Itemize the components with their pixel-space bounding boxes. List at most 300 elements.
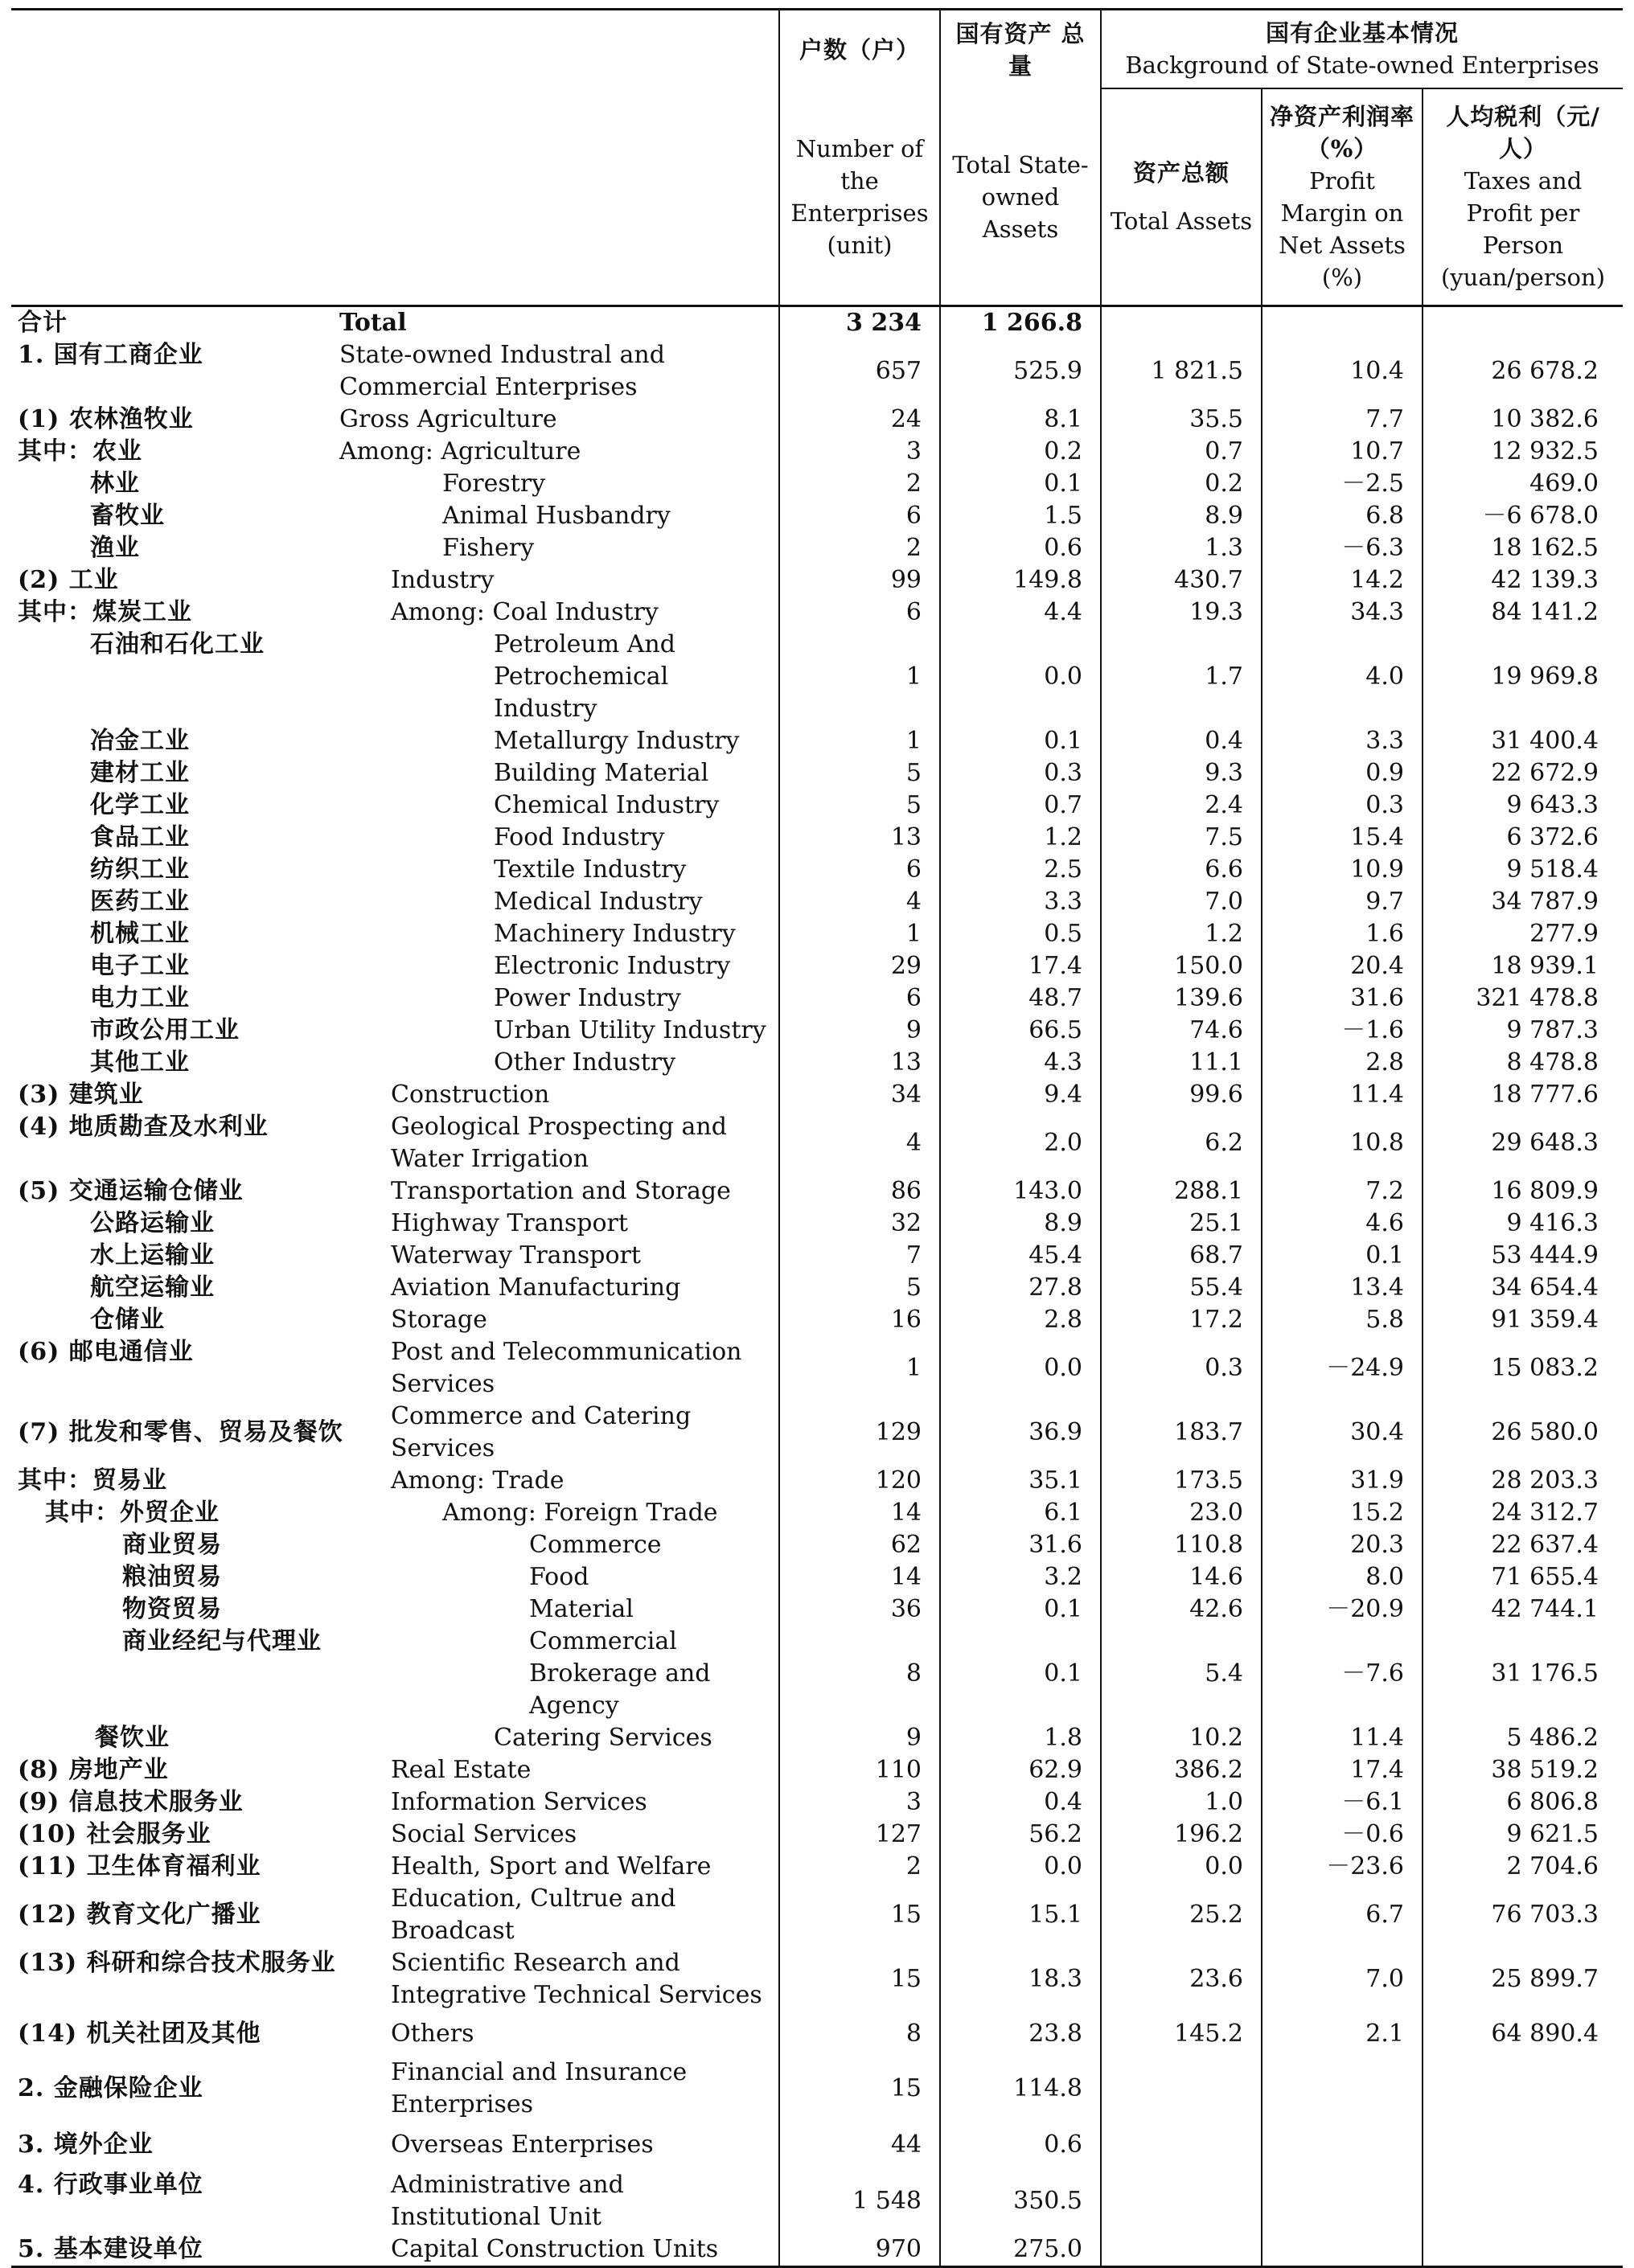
enterprises-count-cell-text: 970 xyxy=(875,2235,922,2263)
total-assets-cell-text: 0.7 xyxy=(1205,437,1243,465)
row-label-zh-text: 医药工业 xyxy=(90,888,190,916)
header-assets-en-text: Total State-owned Assets xyxy=(952,150,1089,243)
row-label-en-text: Commercial Brokerage and Agency xyxy=(529,1627,711,1720)
taxes-profit-cell-text: 28 203.3 xyxy=(1491,1466,1599,1495)
row-label-zh xyxy=(11,1336,333,1401)
row-label-zh-text: 仓储业 xyxy=(90,1306,165,1334)
profit-margin-cell xyxy=(1262,1626,1423,1722)
taxes-profit-cell xyxy=(1423,2012,1623,2057)
header-blank-cell xyxy=(11,10,779,306)
state-assets-cell xyxy=(940,629,1101,725)
row-label-en-text: Health, Sport and Welfare xyxy=(391,1852,712,1880)
taxes-profit-cell xyxy=(1423,306,1623,340)
profit-margin-cell xyxy=(1262,1851,1423,1883)
table-row xyxy=(11,918,1623,950)
taxes-profit-cell xyxy=(1423,1883,1623,1947)
state-assets-cell-text: 8.9 xyxy=(1044,1209,1082,1237)
enterprises-count-cell xyxy=(779,1240,940,1272)
profit-margin-cell xyxy=(1262,532,1423,564)
total-assets-cell-text: 35.5 xyxy=(1189,405,1243,433)
row-label-en-text: Medical Industry xyxy=(494,888,703,916)
row-label-zh-text: (8) 房地产业 xyxy=(18,1756,169,1784)
total-assets-cell xyxy=(1101,1497,1262,1529)
state-assets-cell xyxy=(940,918,1101,950)
total-assets-cell-text: 23.6 xyxy=(1189,1965,1243,1993)
page-content xyxy=(11,8,1623,2268)
profit-margin-cell-text: 7.7 xyxy=(1365,405,1404,433)
total-assets-cell xyxy=(1101,1272,1262,1304)
row-label-en-text: State-owned Industral and Commercial Enterprises xyxy=(339,341,665,401)
row-label-en-text: Post and Telecommunication Services xyxy=(391,1338,742,1398)
total-assets-cell-text: 19.3 xyxy=(1189,598,1243,626)
taxes-profit-cell-text: 42 744.1 xyxy=(1491,1595,1599,1623)
row-label-zh xyxy=(11,757,333,789)
state-assets-cell xyxy=(940,1336,1101,1401)
taxes-profit-cell xyxy=(1423,1304,1623,1336)
table-row xyxy=(11,982,1623,1015)
taxes-profit-cell xyxy=(1423,918,1623,950)
taxes-profit-cell xyxy=(1423,1626,1623,1722)
state-assets-cell-text: 0.2 xyxy=(1044,437,1082,465)
profit-margin-cell-text: 6.7 xyxy=(1365,1901,1404,1929)
table-row xyxy=(11,1015,1623,1047)
row-label-zh xyxy=(11,1047,333,1079)
enterprises-count-cell-text: 14 xyxy=(890,1563,922,1591)
table-row xyxy=(11,1047,1623,1079)
row-label-zh xyxy=(11,1819,333,1851)
state-assets-cell xyxy=(940,1947,1101,2012)
enterprises-count-cell xyxy=(779,822,940,854)
state-assets-cell xyxy=(940,757,1101,789)
row-label-zh xyxy=(11,918,333,950)
state-assets-cell-text: 0.0 xyxy=(1044,1354,1082,1382)
profit-margin-cell-text: 17.4 xyxy=(1350,1756,1404,1784)
taxes-profit-cell-text: 22 637.4 xyxy=(1491,1531,1599,1559)
total-assets-cell xyxy=(1101,1529,1262,1561)
enterprises-count-cell-text: 3 234 xyxy=(846,309,922,337)
total-assets-cell-text: 11.1 xyxy=(1189,1048,1243,1077)
profit-margin-cell-text: 13.4 xyxy=(1350,1273,1404,1302)
enterprises-count-cell-text: 657 xyxy=(875,357,922,385)
taxes-profit-cell-text: 18 777.6 xyxy=(1491,1081,1599,1109)
row-label-zh xyxy=(11,1111,333,1175)
taxes-profit-cell-text: 6 806.8 xyxy=(1506,1788,1599,1816)
total-assets-cell-text: 0.3 xyxy=(1205,1354,1243,1382)
row-label-en xyxy=(333,1497,779,1529)
row-label-en-text: Gross Agriculture xyxy=(339,405,557,433)
state-assets-cell xyxy=(940,2121,1101,2169)
row-label-zh-text: 食品工业 xyxy=(90,823,190,851)
row-label-en xyxy=(333,1722,779,1754)
enterprises-count-cell xyxy=(779,854,940,886)
state-assets-cell-text: 2.0 xyxy=(1044,1129,1082,1157)
enterprises-count-cell xyxy=(779,1819,940,1851)
total-assets-cell xyxy=(1101,468,1262,500)
profit-margin-cell xyxy=(1262,950,1423,982)
profit-margin-cell-text: －6.1 xyxy=(1341,1788,1404,1816)
taxes-profit-cell-text: 16 809.9 xyxy=(1491,1177,1599,1205)
total-assets-cell-text: 7.0 xyxy=(1205,888,1243,916)
row-label-en-text: Food xyxy=(529,1563,589,1591)
row-label-zh-text: 其他工业 xyxy=(90,1048,190,1077)
state-assets-cell xyxy=(940,1626,1101,1722)
row-label-en xyxy=(333,1047,779,1079)
profit-margin-cell xyxy=(1262,629,1423,725)
enterprises-count-cell xyxy=(779,532,940,564)
table-row xyxy=(11,1851,1623,1883)
enterprises-count-cell-text: 36 xyxy=(890,1595,922,1623)
row-label-en-text: Geological Prospecting and Water Irrigation xyxy=(391,1113,727,1173)
taxes-profit-cell-text: 84 141.2 xyxy=(1491,598,1599,626)
state-assets-cell-text: 1.5 xyxy=(1044,502,1082,530)
row-label-zh xyxy=(11,2012,333,2057)
row-label-zh-text: 石油和石化工业 xyxy=(90,630,265,658)
row-label-zh-text: (9) 信息技术服务业 xyxy=(18,1788,244,1816)
row-label-zh-text: (12) 教育文化广播业 xyxy=(18,1901,261,1929)
state-assets-cell xyxy=(940,597,1101,629)
profit-margin-cell xyxy=(1262,1272,1423,1304)
row-label-en-text: Among: Foreign Trade xyxy=(442,1499,718,1527)
profit-margin-cell-text: －20.9 xyxy=(1326,1595,1404,1623)
enterprises-count-cell-text: 110 xyxy=(875,1756,922,1784)
state-assets-cell-text: 8.1 xyxy=(1044,405,1082,433)
enterprises-count-cell-text: 8 xyxy=(905,1659,922,1688)
state-assets-cell xyxy=(940,1240,1101,1272)
row-label-zh-text: (3) 建筑业 xyxy=(18,1081,144,1109)
total-assets-cell-text: 23.0 xyxy=(1189,1499,1243,1527)
enterprises-count-cell xyxy=(779,1851,940,1883)
enterprises-count-cell-text: 2 xyxy=(905,470,922,498)
profit-margin-cell-text: 31.9 xyxy=(1350,1466,1404,1495)
total-assets-cell-text: 0.4 xyxy=(1205,727,1243,755)
taxes-profit-cell-text: 24 312.7 xyxy=(1491,1499,1599,1527)
row-label-en xyxy=(333,629,779,725)
table-row xyxy=(11,725,1623,757)
row-label-zh-text: 其中：煤炭工业 xyxy=(18,598,192,626)
state-assets-cell xyxy=(940,1401,1101,1465)
total-assets-cell xyxy=(1101,1047,1262,1079)
state-assets-cell-text: 525.9 xyxy=(1013,357,1082,385)
row-label-zh xyxy=(11,854,333,886)
row-label-en-text: Waterway Transport xyxy=(391,1241,641,1269)
header-assets-zh xyxy=(940,10,1110,89)
taxes-profit-cell-text: 38 519.2 xyxy=(1491,1756,1599,1784)
header-assets-en xyxy=(940,88,1101,306)
profit-margin-cell xyxy=(1262,1786,1423,1819)
taxes-profit-cell xyxy=(1423,629,1623,725)
taxes-profit-cell xyxy=(1423,2057,1623,2121)
enterprises-count-cell-text: 24 xyxy=(890,405,922,433)
row-label-en xyxy=(333,436,779,468)
row-label-en-text: Capital Construction Units xyxy=(391,2235,719,2263)
state-assets-cell xyxy=(940,436,1101,468)
taxes-profit-cell xyxy=(1423,532,1623,564)
row-label-zh xyxy=(11,1786,333,1819)
row-label-zh-text: 其中：农业 xyxy=(18,437,142,465)
row-label-en-text: Total xyxy=(339,309,407,337)
state-assets-cell-text: 2.5 xyxy=(1044,855,1082,884)
taxes-profit-cell xyxy=(1423,1786,1623,1819)
total-assets-cell-text: 14.6 xyxy=(1189,1563,1243,1591)
row-label-zh xyxy=(11,2169,333,2233)
row-label-zh xyxy=(11,1626,333,1722)
row-label-zh-text: 物资贸易 xyxy=(122,1595,222,1623)
table-row xyxy=(11,532,1623,564)
taxes-profit-cell-text: 2 704.6 xyxy=(1506,1852,1599,1880)
row-label-zh-text: 市政公用工业 xyxy=(90,1016,240,1044)
profit-margin-cell xyxy=(1262,1336,1423,1401)
row-label-en xyxy=(333,1883,779,1947)
row-label-en-text: Among: Trade xyxy=(391,1466,565,1495)
row-label-zh-text: 3. 境外企业 xyxy=(18,2131,154,2159)
state-assets-cell-text: 1.2 xyxy=(1044,823,1082,851)
profit-margin-cell xyxy=(1262,1754,1423,1786)
row-label-zh-text: (11) 卫生体育福利业 xyxy=(18,1852,261,1880)
row-label-en-text: Industry xyxy=(391,566,495,594)
row-label-en-text: Highway Transport xyxy=(391,1209,628,1237)
table-row xyxy=(11,500,1623,532)
profit-margin-cell-text: 2.8 xyxy=(1365,1048,1404,1077)
row-label-en-text: Transportation and Storage xyxy=(391,1177,731,1205)
taxes-profit-cell xyxy=(1423,436,1623,468)
row-label-en-text: Machinery Industry xyxy=(494,920,736,948)
row-label-en-text: Metallurgy Industry xyxy=(494,727,740,755)
row-label-zh xyxy=(11,2233,333,2267)
enterprises-count-cell-text: 7 xyxy=(905,1241,922,1269)
row-label-zh xyxy=(11,1947,336,2012)
enterprises-count-cell xyxy=(779,757,940,789)
profit-margin-cell xyxy=(1262,1593,1423,1626)
table-row xyxy=(11,789,1623,822)
enterprises-count-cell xyxy=(779,1786,940,1819)
row-label-zh xyxy=(11,886,333,918)
total-assets-cell-text: 183.7 xyxy=(1174,1418,1243,1446)
row-label-en xyxy=(333,725,779,757)
state-assets-cell-text: 6.1 xyxy=(1044,1499,1082,1527)
row-label-zh-text: 电力工业 xyxy=(90,984,190,1012)
state-assets-cell-text: 35.1 xyxy=(1028,1466,1082,1495)
total-assets-cell xyxy=(1101,1401,1262,1465)
profit-margin-cell-text: 11.4 xyxy=(1350,1724,1404,1752)
profit-margin-cell-text: －1.6 xyxy=(1341,1016,1404,1044)
table-row xyxy=(11,436,1623,468)
total-assets-cell xyxy=(1101,1626,1262,1722)
row-label-en-text: Fishery xyxy=(442,534,535,562)
state-assets-cell-text: 15.1 xyxy=(1028,1901,1082,1929)
row-label-zh xyxy=(11,822,333,854)
taxes-profit-cell-text: 31 400.4 xyxy=(1491,727,1599,755)
row-label-zh xyxy=(11,2057,333,2121)
row-label-zh xyxy=(11,306,333,340)
total-assets-cell xyxy=(1101,532,1262,564)
profit-margin-cell-text: －0.6 xyxy=(1341,1820,1404,1848)
state-assets-cell xyxy=(940,1175,1101,1208)
taxes-profit-cell xyxy=(1423,1079,1623,1111)
profit-margin-cell xyxy=(1262,1401,1423,1465)
enterprises-count-cell xyxy=(779,306,940,340)
state-assets-cell xyxy=(940,789,1101,822)
row-label-en-text: Petroleum And Petrochemical Industry xyxy=(494,630,675,723)
row-label-zh-text: (7) 批发和零售、贸易及餐饮 xyxy=(18,1418,343,1446)
enterprises-count-cell-text: 9 xyxy=(905,1724,922,1752)
total-assets-cell-text: 74.6 xyxy=(1189,1016,1243,1044)
row-label-en-text: Aviation Manufacturing xyxy=(391,1273,681,1302)
table-row xyxy=(11,757,1623,789)
enterprises-count-cell-text: 3 xyxy=(905,1788,922,1816)
state-assets-cell-text: 0.7 xyxy=(1044,791,1082,819)
row-label-zh-text: 4. 行政事业单位 xyxy=(18,2171,203,2199)
row-label-zh-text: 渔业 xyxy=(90,534,140,562)
row-label-zh-text: 机械工业 xyxy=(90,920,190,948)
total-assets-cell-text: 1.2 xyxy=(1205,920,1243,948)
taxes-profit-cell xyxy=(1423,1497,1623,1529)
row-label-en-text: Animal Husbandry xyxy=(442,502,671,530)
enterprises-count-cell xyxy=(779,1175,940,1208)
taxes-profit-cell xyxy=(1423,1240,1623,1272)
taxes-profit-cell xyxy=(1423,1851,1623,1883)
row-label-en-text: Commerce xyxy=(529,1531,662,1559)
row-label-en xyxy=(333,1304,779,1336)
state-assets-cell xyxy=(940,1497,1101,1529)
taxes-profit-cell xyxy=(1423,1561,1623,1593)
row-label-en xyxy=(333,1947,779,2012)
row-label-en-text: Information Services xyxy=(391,1788,647,1816)
profit-margin-cell xyxy=(1262,822,1423,854)
table-row xyxy=(11,564,1623,597)
enterprises-count-cell xyxy=(779,2121,940,2169)
enterprises-count-cell xyxy=(779,1947,940,2012)
row-label-zh-text: 林业 xyxy=(90,470,140,498)
row-label-zh xyxy=(11,339,333,404)
profit-margin-cell-text: 11.4 xyxy=(1350,1081,1404,1109)
enterprises-count-cell-text: 62 xyxy=(890,1531,922,1559)
total-assets-cell xyxy=(1101,1883,1262,1947)
enterprises-count-cell-text: 14 xyxy=(890,1499,922,1527)
state-assets-cell-text: 3.2 xyxy=(1044,1563,1082,1591)
state-assets-cell xyxy=(940,1111,1101,1175)
state-assets-cell-text: 2.8 xyxy=(1044,1306,1082,1334)
profit-margin-cell-text: 15.2 xyxy=(1350,1499,1404,1527)
row-label-zh xyxy=(11,1465,333,1497)
header-taxes-profit-en: Taxes and Profit per Person (yuan/person) xyxy=(1440,167,1606,291)
state-assets-cell xyxy=(940,532,1101,564)
taxes-profit-cell xyxy=(1423,886,1623,918)
state-assets-cell xyxy=(940,1883,1101,1947)
header-enterprises-en-text: Number of the Enterprises (unit) xyxy=(790,134,929,259)
row-label-en xyxy=(333,950,779,982)
state-assets-cell-text: 114.8 xyxy=(1013,2074,1082,2102)
table-row xyxy=(11,339,1623,404)
row-label-zh xyxy=(11,1079,333,1111)
total-assets-cell-text: 17.2 xyxy=(1189,1306,1243,1334)
profit-margin-cell-text: 20.4 xyxy=(1350,952,1404,980)
total-assets-cell xyxy=(1101,918,1262,950)
taxes-profit-cell xyxy=(1423,725,1623,757)
profit-margin-cell xyxy=(1262,1015,1423,1047)
enterprises-count-cell-text: 127 xyxy=(875,1820,922,1848)
row-label-en xyxy=(333,1015,779,1047)
row-label-en xyxy=(333,1175,779,1208)
total-assets-cell xyxy=(1101,597,1262,629)
row-label-zh-text: 合计 xyxy=(18,309,68,337)
state-assets-cell xyxy=(940,950,1101,982)
taxes-profit-cell-text: 9 518.4 xyxy=(1506,855,1599,884)
profit-margin-cell-text: 9.7 xyxy=(1365,888,1404,916)
total-assets-cell xyxy=(1101,339,1262,404)
taxes-profit-cell xyxy=(1423,1015,1623,1047)
state-assets-cell xyxy=(940,2057,1101,2121)
row-label-zh xyxy=(11,1883,333,1947)
total-assets-cell xyxy=(1101,1722,1262,1754)
total-assets-cell xyxy=(1101,1465,1262,1497)
table-row xyxy=(11,1529,1623,1561)
taxes-profit-cell-text: 19 969.8 xyxy=(1491,662,1599,691)
enterprises-count-cell xyxy=(779,404,940,436)
enterprises-count-cell xyxy=(779,436,940,468)
row-label-zh-text: 商业贸易 xyxy=(122,1531,222,1559)
header-row-top xyxy=(11,10,1623,89)
state-assets-cell xyxy=(940,1272,1101,1304)
total-assets-cell-text: 1 821.5 xyxy=(1151,357,1243,385)
state-assets-cell-text: 0.1 xyxy=(1044,470,1082,498)
state-assets-cell-text: 275.0 xyxy=(1013,2235,1082,2263)
state-assets-cell-text: 0.3 xyxy=(1044,759,1082,787)
total-assets-cell-text: 10.2 xyxy=(1189,1724,1243,1752)
row-label-en xyxy=(333,1561,779,1593)
enterprises-count-cell xyxy=(779,1336,940,1401)
taxes-profit-cell xyxy=(1423,1754,1623,1786)
enterprises-count-cell xyxy=(779,1208,940,1240)
profit-margin-cell-text: 10.4 xyxy=(1350,357,1404,385)
row-label-zh xyxy=(11,1754,333,1786)
taxes-profit-cell xyxy=(1423,982,1623,1015)
row-label-en-text: Power Industry xyxy=(494,984,681,1012)
taxes-profit-cell xyxy=(1423,339,1623,404)
total-assets-cell-text: 68.7 xyxy=(1189,1241,1243,1269)
total-assets-cell-text: 8.9 xyxy=(1205,502,1243,530)
table-row xyxy=(11,1336,1623,1401)
enterprises-count-cell xyxy=(779,1529,940,1561)
taxes-profit-cell-text: －6 678.0 xyxy=(1482,502,1599,530)
state-assets-cell-text: 36.9 xyxy=(1028,1418,1082,1446)
state-assets-cell-text: 0.1 xyxy=(1044,727,1082,755)
row-label-en xyxy=(333,2012,779,2057)
row-label-zh-text: (1) 农林渔牧业 xyxy=(18,405,194,433)
enterprises-count-cell xyxy=(779,2012,940,2057)
profit-margin-cell-text: 14.2 xyxy=(1350,566,1404,594)
table-row xyxy=(11,404,1623,436)
row-label-en xyxy=(333,1079,779,1111)
state-assets-cell-text: 0.0 xyxy=(1044,1852,1082,1880)
row-label-en-text: Financial and Insurance Enterprises xyxy=(391,2058,688,2118)
profit-margin-cell xyxy=(1262,982,1423,1015)
state-owned-enterprises-table xyxy=(11,8,1623,2268)
total-assets-cell-text: 288.1 xyxy=(1174,1177,1243,1205)
profit-margin-cell-text: 2.1 xyxy=(1365,2020,1404,2048)
enterprises-count-cell-text: 13 xyxy=(890,823,922,851)
profit-margin-cell xyxy=(1262,757,1423,789)
row-label-zh-text: 粮油贸易 xyxy=(122,1563,222,1591)
state-assets-cell xyxy=(940,306,1101,340)
row-label-en xyxy=(333,1111,779,1175)
total-assets-cell-text: 1.7 xyxy=(1205,662,1243,691)
total-assets-cell xyxy=(1101,1079,1262,1111)
profit-margin-cell xyxy=(1262,436,1423,468)
enterprises-count-cell-text: 129 xyxy=(875,1418,922,1446)
enterprises-count-cell xyxy=(779,339,940,404)
taxes-profit-cell-text: 8 478.8 xyxy=(1506,1048,1599,1077)
row-label-zh-text: 餐饮业 xyxy=(95,1724,170,1752)
